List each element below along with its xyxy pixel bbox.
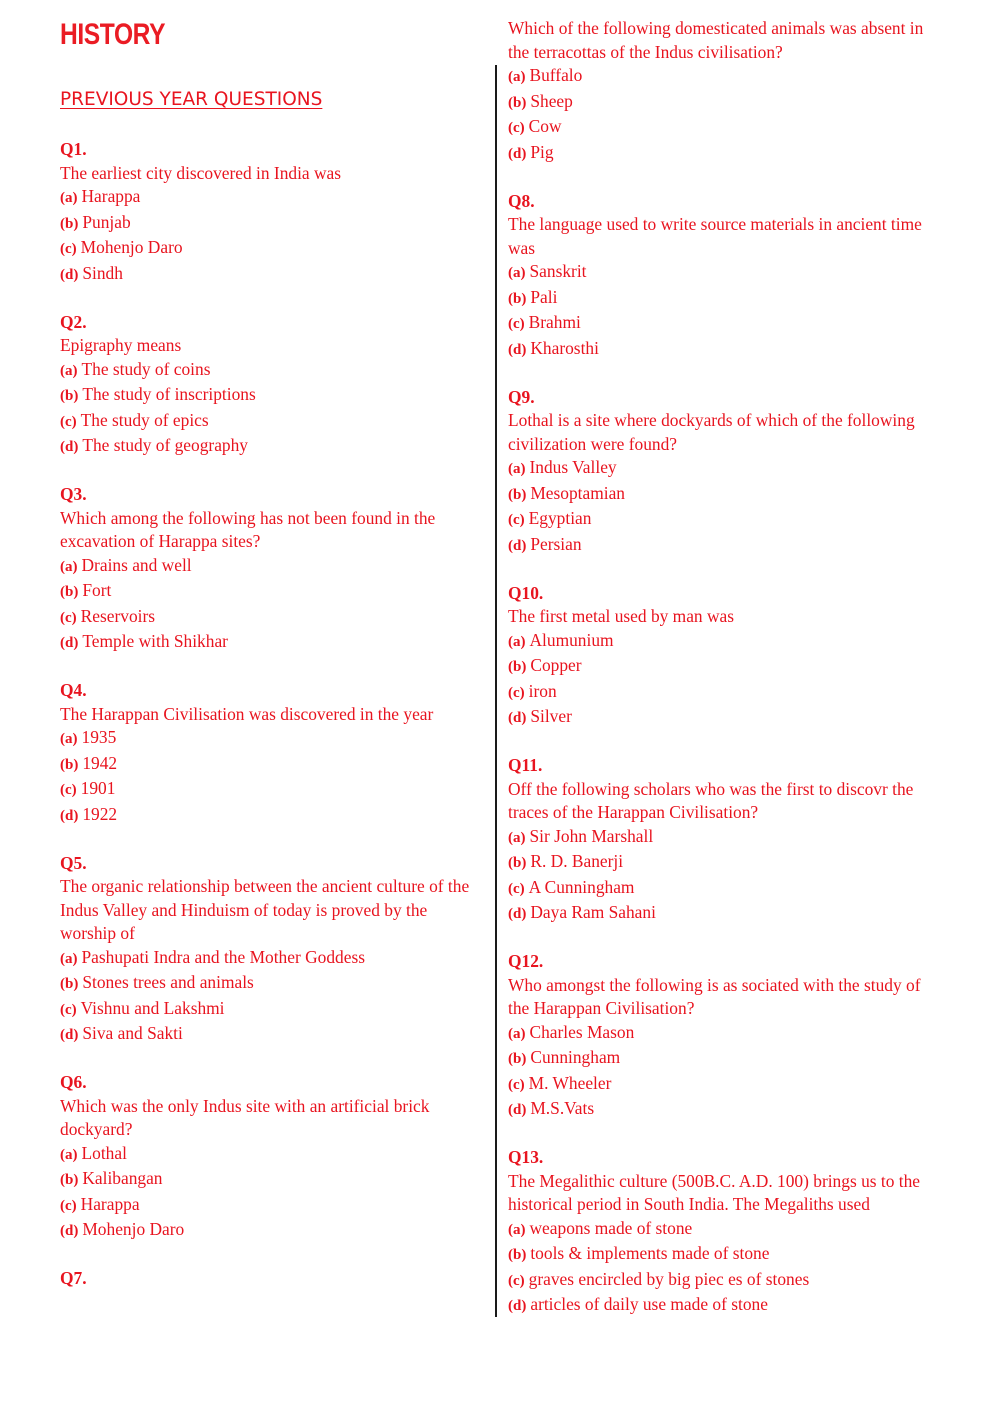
option-text: Buffalo bbox=[529, 65, 583, 85]
question-block bbox=[60, 679, 485, 828]
answer-option bbox=[508, 311, 940, 337]
answer-option bbox=[60, 358, 485, 384]
option-text: Pashupati Indra and the Mother Goddess bbox=[81, 946, 366, 967]
option-key: (c) bbox=[508, 880, 525, 897]
answer-option bbox=[60, 409, 485, 435]
answer-option bbox=[508, 1097, 940, 1123]
answer-option bbox=[60, 1142, 485, 1168]
option-text: Sheep bbox=[530, 90, 573, 111]
answer-option bbox=[60, 726, 485, 752]
answer-option bbox=[60, 579, 485, 605]
answer-option bbox=[508, 1046, 940, 1072]
option-key: (a) bbox=[60, 558, 78, 575]
question-text: Off the following scholars who was the first to discovr the traces of the Harappan Civilisation? bbox=[508, 778, 914, 822]
answer-option bbox=[60, 777, 485, 803]
option-text: Harappa bbox=[81, 186, 141, 206]
answer-option bbox=[508, 64, 940, 90]
question-text: The language used to write source materials in ancient time was bbox=[508, 214, 922, 258]
answer-option bbox=[508, 141, 940, 167]
question-text: Lothal is a site where dockyards of which of the following civilization were found? bbox=[508, 410, 915, 454]
question-number: Q12. bbox=[508, 951, 544, 971]
option-key: (b) bbox=[60, 756, 79, 773]
answer-option bbox=[508, 825, 940, 851]
option-key: (b) bbox=[508, 290, 527, 307]
option-key: (d) bbox=[60, 266, 79, 283]
option-key: (b) bbox=[60, 584, 79, 600]
option-key: (c) bbox=[60, 241, 77, 257]
option-text: Daya Ram Sahani bbox=[530, 902, 656, 922]
option-key: (a) bbox=[60, 731, 78, 747]
answer-option bbox=[508, 115, 940, 141]
question-block bbox=[508, 386, 940, 559]
option-key: (c) bbox=[508, 316, 525, 332]
option-key: (d) bbox=[508, 537, 527, 554]
option-text: Pali bbox=[530, 286, 558, 307]
question-block bbox=[508, 754, 940, 927]
answer-option bbox=[60, 185, 485, 211]
answer-option bbox=[508, 456, 940, 482]
option-text: Punjab bbox=[82, 211, 131, 232]
answer-option bbox=[60, 630, 485, 656]
option-key: (a) bbox=[60, 950, 78, 967]
answer-option bbox=[60, 383, 485, 409]
option-key: (d) bbox=[508, 710, 527, 726]
option-text: articles of daily use made of stone bbox=[530, 1294, 768, 1314]
option-key: (d) bbox=[508, 906, 527, 922]
option-text: Sindh bbox=[82, 262, 123, 283]
option-key: (b) bbox=[508, 855, 527, 871]
column-divider bbox=[495, 65, 497, 1317]
answer-option bbox=[508, 876, 940, 902]
option-key: (b) bbox=[60, 388, 79, 404]
option-text: Pig bbox=[530, 141, 554, 162]
option-key: (a) bbox=[60, 190, 78, 206]
question-number: Q6. bbox=[60, 1072, 87, 1092]
option-text: Mohenjo Daro bbox=[80, 237, 183, 257]
answer-option bbox=[60, 1022, 485, 1048]
answer-option bbox=[508, 533, 940, 559]
option-text: 1901 bbox=[80, 778, 116, 798]
option-text: Egyptian bbox=[528, 508, 592, 528]
option-key: (b) bbox=[508, 1051, 527, 1067]
question-block bbox=[60, 1267, 485, 1291]
option-key: (c) bbox=[60, 413, 77, 430]
option-text: 1935 bbox=[81, 727, 117, 747]
option-text: 1942 bbox=[82, 752, 118, 773]
option-text: A Cunningham bbox=[528, 876, 635, 897]
option-text: Fort bbox=[82, 580, 112, 600]
question-text: Which of the following domesticated animals was absent in the terracottas of the Indus civilisation? bbox=[508, 18, 924, 62]
option-text: graves encircled by big piec es of stones bbox=[528, 1268, 810, 1289]
question-block bbox=[508, 1146, 940, 1319]
question-text: Which was the only Indus site with an artificial brick dockyard? bbox=[60, 1095, 430, 1139]
option-key: (b) bbox=[508, 1247, 527, 1263]
section-subtitle: PREVIOUS YEAR QUESTIONS bbox=[60, 89, 323, 110]
question-text: The Megalithic culture (500B.C. A.D. 100) brings us to the historical period in South India. The Megaliths used bbox=[508, 1170, 920, 1214]
answer-option bbox=[508, 1021, 940, 1047]
answer-option bbox=[508, 850, 940, 876]
question-number: Q3. bbox=[60, 484, 87, 504]
question-block bbox=[60, 1071, 485, 1244]
option-key: (b) bbox=[508, 94, 527, 111]
option-key: (b) bbox=[60, 215, 79, 232]
option-key: (c) bbox=[60, 609, 77, 626]
answer-option bbox=[60, 803, 485, 829]
answer-option bbox=[508, 1072, 940, 1098]
answer-option bbox=[508, 1268, 940, 1294]
option-text: Temple with Shikhar bbox=[82, 631, 228, 651]
option-key: (a) bbox=[508, 633, 526, 650]
question-block bbox=[508, 190, 940, 363]
question-number: Q10. bbox=[508, 582, 544, 603]
question-number: Q2. bbox=[60, 311, 87, 332]
option-key: (d) bbox=[60, 439, 79, 455]
answer-option bbox=[60, 946, 485, 972]
question-block bbox=[60, 852, 485, 1048]
option-key: (d) bbox=[60, 1223, 79, 1239]
question-block bbox=[508, 950, 940, 1123]
option-text: Cow bbox=[528, 116, 562, 136]
option-key: (a) bbox=[508, 265, 526, 281]
option-key: (a) bbox=[60, 362, 78, 379]
answer-option bbox=[508, 507, 940, 533]
option-text: Mesoptamian bbox=[530, 482, 626, 503]
option-text: Kharosthi bbox=[530, 337, 599, 358]
question-number: Q8. bbox=[508, 190, 535, 211]
answer-option bbox=[508, 680, 940, 706]
answer-option bbox=[60, 211, 485, 237]
question-text: Which among the following has not been found in the excavation of Harappa sites? bbox=[60, 507, 436, 551]
option-key: (b) bbox=[508, 486, 527, 503]
option-text: R. D. Banerji bbox=[530, 851, 624, 871]
option-key: (c) bbox=[60, 782, 77, 798]
option-text: Charles Mason bbox=[529, 1021, 635, 1042]
option-key: (c) bbox=[508, 120, 525, 136]
answer-option bbox=[60, 1218, 485, 1244]
option-text: Harappa bbox=[80, 1193, 140, 1214]
answer-option bbox=[60, 752, 485, 778]
option-key: (a) bbox=[508, 69, 526, 85]
answer-option bbox=[508, 482, 940, 508]
answer-option bbox=[508, 337, 940, 363]
option-key: (d) bbox=[60, 635, 79, 651]
answer-option bbox=[60, 605, 485, 631]
answer-option bbox=[508, 1242, 940, 1268]
option-text: M. Wheeler bbox=[528, 1072, 612, 1093]
question-number: Q13. bbox=[508, 1147, 544, 1167]
question-block bbox=[60, 311, 485, 460]
option-key: (d) bbox=[508, 341, 527, 358]
option-key: (a) bbox=[508, 461, 526, 477]
left-column bbox=[60, 138, 485, 1314]
question-text: The first metal used by man was bbox=[508, 606, 735, 626]
option-key: (d) bbox=[508, 1298, 527, 1314]
option-key: (a) bbox=[60, 1146, 78, 1163]
option-key: (c) bbox=[508, 1076, 525, 1093]
option-text: The study of geography bbox=[82, 435, 248, 455]
question-number: Q11. bbox=[508, 755, 543, 775]
option-text: The study of epics bbox=[80, 409, 209, 430]
question-number: Q1. bbox=[60, 139, 87, 159]
option-text: Persian bbox=[530, 533, 582, 554]
option-key: (b) bbox=[508, 659, 527, 675]
question-block bbox=[60, 483, 485, 656]
question-text: The earliest city discovered in India was bbox=[60, 162, 342, 183]
question-text: The organic relationship between the ancient culture of the Indus Valley and Hinduism of today is proved by the worship of bbox=[60, 876, 470, 943]
option-text: Mohenjo Daro bbox=[82, 1219, 185, 1239]
option-text: Siva and Sakti bbox=[82, 1023, 183, 1043]
option-text: Sir John Marshall bbox=[529, 825, 654, 846]
question-number: Q7. bbox=[60, 1268, 87, 1288]
option-key: (a) bbox=[508, 829, 526, 846]
answer-option bbox=[60, 997, 485, 1023]
option-text: Brahmi bbox=[528, 312, 581, 332]
question-block bbox=[508, 582, 940, 731]
question-text: The Harappan Civilisation was discovered in the year bbox=[60, 703, 434, 724]
answer-option bbox=[508, 286, 940, 312]
option-key: (c) bbox=[508, 512, 525, 528]
option-key: (d) bbox=[508, 1102, 527, 1118]
answer-option bbox=[508, 901, 940, 927]
answer-option bbox=[508, 1293, 940, 1319]
option-text: Lothal bbox=[81, 1142, 127, 1163]
answer-option bbox=[60, 1167, 485, 1193]
answer-option bbox=[508, 654, 940, 680]
answer-option bbox=[60, 1193, 485, 1219]
option-text: The study of coins bbox=[81, 358, 211, 379]
right-column bbox=[508, 17, 940, 1342]
option-text: The study of inscriptions bbox=[82, 384, 256, 404]
answer-option bbox=[508, 629, 940, 655]
option-text: 1922 bbox=[82, 803, 118, 824]
question-number: Q5. bbox=[60, 852, 87, 873]
option-key: (b) bbox=[60, 976, 79, 992]
option-text: Sanskrit bbox=[529, 261, 587, 281]
option-key: (c) bbox=[508, 684, 525, 701]
answer-option bbox=[508, 1217, 940, 1243]
option-text: Drains and well bbox=[81, 554, 192, 575]
question-number: Q9. bbox=[508, 386, 535, 407]
answer-option bbox=[508, 705, 940, 731]
option-key: (a) bbox=[508, 1025, 526, 1042]
option-text: Alumunium bbox=[529, 629, 614, 650]
question-block bbox=[508, 17, 940, 166]
answer-option bbox=[60, 971, 485, 997]
option-key: (d) bbox=[60, 1027, 79, 1043]
option-text: M.S.Vats bbox=[530, 1098, 595, 1118]
option-text: tools & implements made of stone bbox=[530, 1243, 770, 1263]
option-text: Cunningham bbox=[530, 1047, 621, 1067]
option-text: Vishnu and Lakshmi bbox=[80, 997, 225, 1018]
option-key: (c) bbox=[60, 1197, 77, 1214]
question-text: Who amongst the following is as sociated with the study of the Harappan Civilisation? bbox=[508, 974, 921, 1018]
page-title: HISTORY bbox=[60, 18, 166, 51]
option-text: iron bbox=[528, 680, 557, 701]
answer-option bbox=[508, 260, 940, 286]
option-text: Kalibangan bbox=[82, 1168, 163, 1188]
option-text: Silver bbox=[530, 706, 572, 726]
question-number: Q4. bbox=[60, 680, 87, 700]
option-key: (c) bbox=[60, 1001, 77, 1018]
option-key: (c) bbox=[508, 1272, 525, 1289]
question-text: Epigraphy means bbox=[60, 335, 182, 355]
option-text: Copper bbox=[530, 655, 582, 675]
option-key: (b) bbox=[60, 1172, 79, 1188]
option-text: weapons made of stone bbox=[529, 1217, 693, 1238]
option-key: (d) bbox=[508, 145, 527, 162]
answer-option bbox=[60, 262, 485, 288]
answer-option bbox=[60, 434, 485, 460]
answer-option bbox=[60, 236, 485, 262]
option-key: (a) bbox=[508, 1221, 526, 1238]
option-text: Indus Valley bbox=[529, 457, 617, 477]
answer-option bbox=[60, 554, 485, 580]
question-block bbox=[60, 138, 485, 287]
option-text: Reservoirs bbox=[80, 605, 156, 626]
answer-option bbox=[508, 90, 940, 116]
option-key: (d) bbox=[60, 807, 79, 824]
option-text: Stones trees and animals bbox=[82, 972, 254, 992]
